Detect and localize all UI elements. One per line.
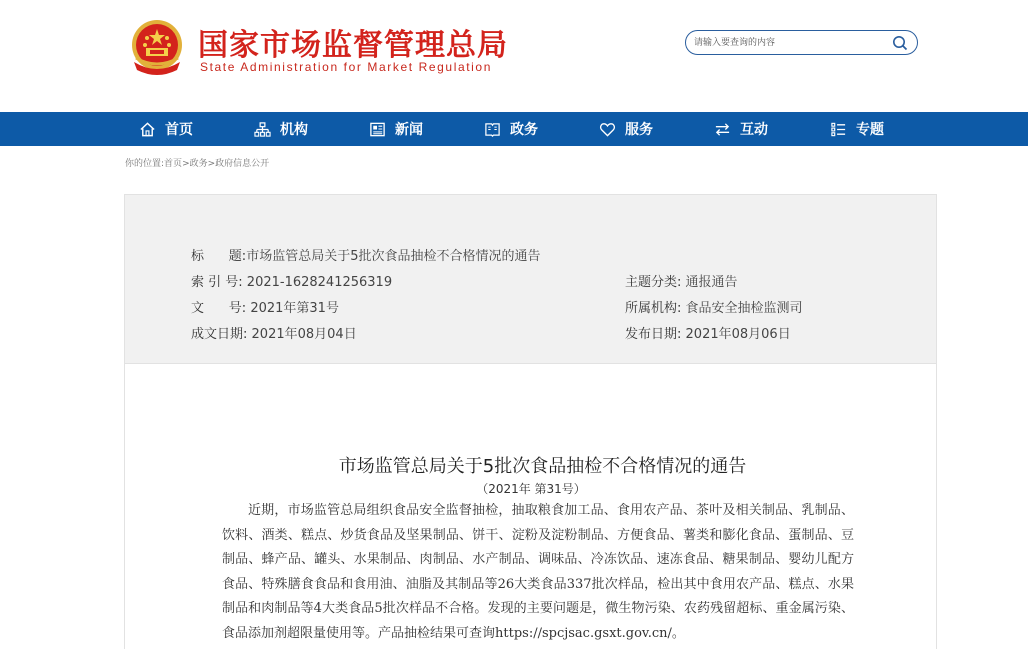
search-icon[interactable] bbox=[892, 35, 908, 51]
main-nav bbox=[0, 112, 1028, 146]
meta-published-key: 发布日期: bbox=[625, 327, 682, 342]
meta-title-value: 市场监管总局关于5批次食品抽检不合格情况的通告 bbox=[246, 249, 541, 264]
nav-item-topic[interactable] bbox=[830, 112, 884, 146]
heart-icon bbox=[599, 121, 616, 138]
nav-item-interact[interactable] bbox=[714, 112, 768, 146]
meta-title-key: 标 题: bbox=[191, 249, 247, 264]
news-icon bbox=[369, 121, 386, 138]
nav-item-org[interactable] bbox=[254, 112, 308, 146]
nav-label: 服务 bbox=[625, 122, 653, 138]
breadcrumb-home[interactable]: 首页 bbox=[164, 159, 183, 169]
meta-category-value: 通报通告 bbox=[685, 275, 738, 290]
government-affairs-icon bbox=[484, 121, 501, 138]
topic-list-icon bbox=[830, 121, 847, 138]
nav-label: 新闻 bbox=[395, 122, 423, 138]
breadcrumb bbox=[125, 156, 269, 169]
meta-org-key: 所属机构: bbox=[625, 301, 682, 316]
breadcrumb-info-disclosure[interactable]: 政府信息公开 bbox=[215, 159, 270, 169]
nav-item-government[interactable] bbox=[484, 112, 538, 146]
nav-item-service[interactable] bbox=[599, 112, 653, 146]
meta-category-key: 主题分类: bbox=[625, 275, 682, 290]
nav-label: 专题 bbox=[856, 122, 884, 138]
nav-item-home[interactable] bbox=[139, 112, 193, 146]
breadcrumb-government[interactable]: 政务 bbox=[189, 159, 208, 169]
document-body bbox=[222, 499, 854, 646]
org-chart-icon bbox=[254, 121, 271, 138]
meta-index-key: 索 引 号: bbox=[191, 275, 243, 290]
meta-created-key: 成文日期: bbox=[191, 327, 248, 342]
meta-index-value: 2021-1628241256319 bbox=[246, 275, 393, 290]
meta-docno-key: 文 号: bbox=[191, 301, 247, 316]
site-title: 国家市场监督管理总局 bbox=[198, 28, 508, 63]
meta-category-row bbox=[625, 271, 738, 290]
home-icon bbox=[139, 121, 156, 138]
document-number: （2021年 第31号） bbox=[476, 482, 586, 496]
document-title: 市场监管总局关于5批次食品抽检不合格情况的通告 bbox=[338, 456, 747, 477]
search-box bbox=[685, 30, 918, 55]
meta-title-row bbox=[191, 245, 540, 264]
breadcrumb-separator: > bbox=[182, 159, 190, 169]
breadcrumb-separator: > bbox=[207, 159, 216, 169]
meta-published-row bbox=[625, 323, 791, 342]
meta-index-row bbox=[191, 271, 392, 290]
national-emblem-icon[interactable] bbox=[128, 18, 186, 78]
site-subtitle: State Administration for Market Regulation bbox=[200, 60, 492, 74]
meta-published-value: 2021年08月06日 bbox=[685, 327, 791, 342]
meta-org-row bbox=[625, 297, 803, 316]
nav-label: 首页 bbox=[165, 122, 193, 138]
exchange-arrows-icon bbox=[714, 121, 731, 138]
site-header bbox=[0, 0, 1028, 112]
nav-label: 机构 bbox=[280, 122, 308, 138]
nav-label: 互动 bbox=[740, 122, 768, 138]
meta-docno-row bbox=[191, 297, 339, 316]
search-input[interactable] bbox=[694, 35, 884, 51]
nav-label: 政务 bbox=[510, 122, 538, 138]
breadcrumb-prefix: 你的位置: bbox=[125, 159, 165, 169]
meta-org-value: 食品安全抽检监测司 bbox=[685, 301, 803, 316]
nav-item-news[interactable] bbox=[369, 112, 423, 146]
meta-created-row bbox=[191, 323, 357, 342]
meta-created-value: 2021年08月04日 bbox=[251, 327, 357, 342]
document-paragraph: 近期，市场监管总局组织食品安全监督抽检，抽取粮食加工品、食用农产品、茶叶及相关制品、乳制品、饮料、酒类、糕点、炒货食品及坚果制品、饼干、淀粉及淀粉制品、方便食品、薯类和膨化食品、蛋制品、豆制品、蜂产品、罐头、水果制品、肉制品、水产制品、调味品、冷冻饮品、速冻食品、糖果制品、婴幼儿配方食品、特殊膳食食品和食用油、油脂及其制品等26大类食品337批次样品，检出其中食用农产品、糕点、水果制品和肉制品等4大类食品5批次样品不合格。发现的主要问题是，微生物污染、农药残留超标、重金属污染、食品添加剂超限量使用等。产品抽检结果可查询https://spcjsac.gsxt.gov.cn/。 bbox=[222, 503, 854, 641]
meta-docno-value: 2021年第31号 bbox=[250, 301, 339, 316]
